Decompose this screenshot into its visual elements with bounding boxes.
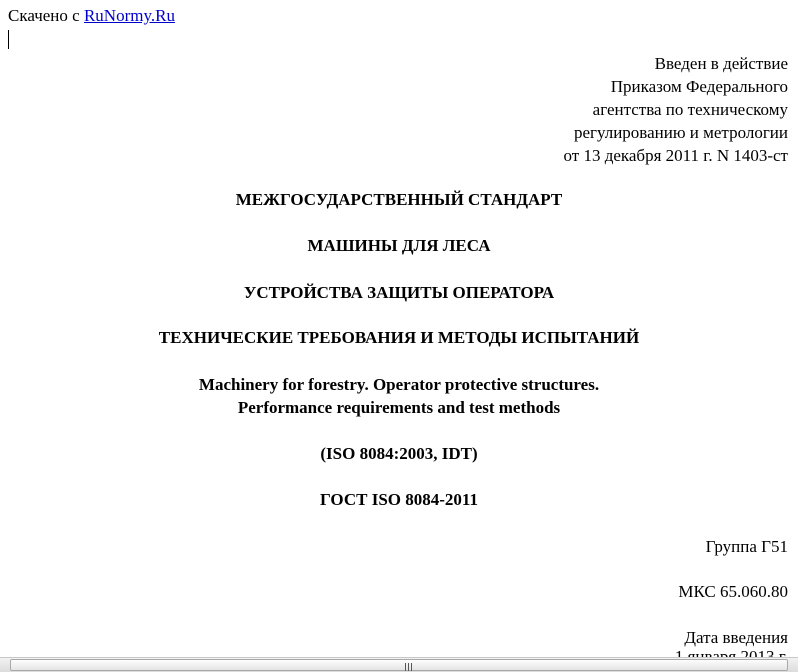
grip-icon	[405, 663, 414, 671]
device-heading: УСТРОЙСТВА ЗАЩИТЫ ОПЕРАТОРА	[243, 283, 555, 302]
scope-heading: ТЕХНИЧЕСКИЕ ТРЕБОВАНИЯ И МЕТОДЫ ИСПЫТАНИЙ	[158, 328, 640, 347]
approval-line: от 13 декабря 2011 г. N 1403-ст	[563, 146, 788, 165]
approval-line: агентства по техническому	[592, 100, 788, 119]
group-label: Группа Г51	[705, 537, 788, 556]
scrollbar-thumb[interactable]	[10, 659, 788, 671]
approval-line: Приказом Федерального	[610, 77, 788, 96]
standard-code: ГОСТ ISO 8084-2011	[320, 490, 478, 509]
subject-heading: МАШИНЫ ДЛЯ ЛЕСА	[307, 236, 491, 255]
source-link[interactable]: RuNormy.Ru	[83, 6, 175, 25]
source-line	[8, 6, 175, 26]
intro-date-partial	[628, 648, 788, 657]
english-title-line-2: Performance requirements and test methods	[237, 398, 561, 417]
intro-date-label: Дата введения	[684, 628, 788, 647]
horizontal-scrollbar[interactable]	[0, 657, 798, 672]
source-prefix: Скачено с	[8, 6, 84, 25]
mks-label: МКС 65.060.80	[678, 582, 788, 601]
approval-line: Введен в действие	[654, 54, 788, 73]
text-cursor	[8, 30, 9, 49]
iso-reference: (ISO 8084:2003, IDT)	[320, 444, 478, 463]
english-title-line-1: Machinery for forestry. Operator protective structures.	[198, 375, 600, 394]
approval-block	[563, 52, 788, 167]
approval-line: регулированию и метрологии	[573, 123, 788, 142]
standard-type-heading: МЕЖГОСУДАРСТВЕННЫЙ СТАНДАРТ	[235, 190, 563, 209]
